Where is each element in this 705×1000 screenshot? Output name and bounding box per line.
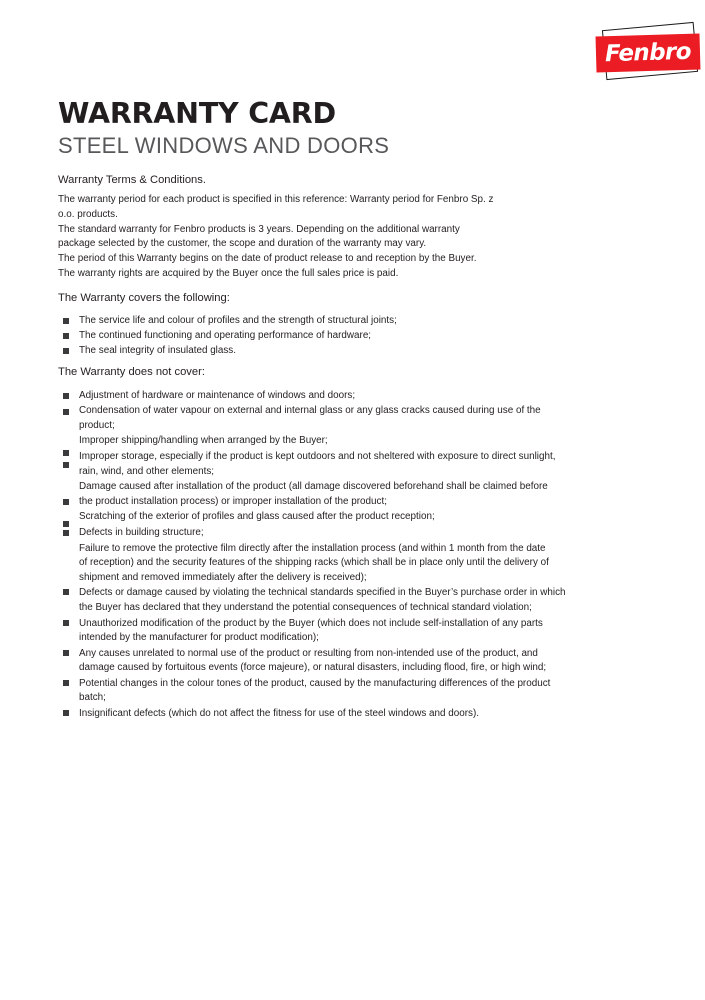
list-item-line: intended by the manufacturer for product modification); [79,632,319,644]
list-item [58,314,650,329]
list-item-text [79,510,650,525]
list-item-line: Potential changes in the colour tones of the product, caused by the manufacturing differences of the product [79,677,551,689]
list-item [58,344,650,359]
list-item-text [79,329,650,344]
list-item-text [79,480,650,509]
list-item-line: Scratching of the exterior of profiles and glass caused after the product reception; [79,511,435,523]
list-item-line: the Buyer has declared that they understand the potential consequences of technical standard violation; [79,601,532,613]
list-item [58,647,650,676]
intro-line: The standard warranty for Fenbro products is 3 years. Depending on the additional warranty [58,223,460,235]
list-item-line: Damage caused after installation of the product (all damage discovered beforehand shall be claimed before [79,481,548,493]
terms-lead-line: Warranty Terms & Conditions. [58,174,206,186]
list-item [58,677,650,706]
logo-wordmark: Fenbro [604,38,692,67]
list-item-line: product; [79,419,115,431]
square-bullet-icon [63,620,69,626]
list-item-text [79,707,650,722]
list-item-line: Insignificant defects (which do not affect the fitness for use of the steel windows and doors). [79,708,479,720]
square-bullet-icon [63,348,69,354]
excludes-heading: The Warranty does not cover: [58,366,205,379]
list-item-line: damage caused by fortuitous events (force majeure), or natural disasters, including flood, fire, or high wind; [79,662,547,674]
square-bullet-icon [63,318,69,324]
list-item-line: The continued functioning and operating performance of hardware; [79,329,372,341]
square-bullet-icon [63,462,69,468]
list-item-text [79,617,650,646]
list-item [58,617,650,646]
square-bullet-icon [63,409,69,415]
list-item-line: the product installation process) or improper installation of the product; [79,495,387,507]
list-item-text [79,404,650,433]
list-item-text [79,434,650,449]
intro-line: The warranty period for each product is specified in this reference: Warranty period for Fenbro Sp. z [58,194,494,206]
square-bullet-icon [63,589,69,595]
list-item [58,329,650,344]
list-item [58,586,650,615]
list-item [58,480,650,509]
list-item [58,526,650,541]
list-item [58,404,650,433]
square-bullet-icon [63,499,69,505]
list-item-text [79,542,650,586]
list-item-text [79,526,650,541]
list-item-line: Improper storage, especially if the product is kept outdoors and not sheltered with exposure to direct sunlight, [79,450,556,462]
list-item [58,389,650,404]
page-title: WARRANTY CARD [58,97,336,130]
square-bullet-icon [63,710,69,716]
list-item-line: batch; [79,692,106,704]
list-item-line: Condensation of water vapour on external and internal glass or any glass cracks caused during use of the [79,405,541,417]
list-item [58,450,650,479]
list-item-line: Defects or damage caused by violating the technical standards specified in the Buyer’s purchase order in which [79,587,566,599]
intro-line: package selected by the customer, the scope and duration of the warranty may vary. [58,238,427,250]
list-item [58,707,650,722]
square-bullet-icon [63,650,69,656]
list-item-line: of reception) and the security features of the shipping racks (which shall be in place only until the delivery of [79,557,549,569]
excludes-list [58,389,650,722]
list-item [58,542,650,586]
list-item-line: Any causes unrelated to normal use of the product or resulting from non-intended use of the product, and [79,647,538,659]
intro-paragraph [58,193,650,281]
list-item-line: Defects in building structure; [79,526,204,538]
list-item-line: shipment and removed immediately after the delivery is received); [79,571,367,583]
list-item-text [79,450,650,479]
list-item-line: Unauthorized modification of the product by the Buyer (which does not include self-installation of any parts [79,617,543,629]
page-subtitle: STEEL WINDOWS AND DOORS [58,133,390,158]
intro-line: The warranty rights are acquired by the Buyer once the full sales price is paid. [58,267,399,279]
list-item-text [79,647,650,676]
covers-heading: The Warranty covers the following: [58,292,230,305]
list-item-line: rain, wind, and other elements; [79,465,215,477]
list-item-text [79,677,650,706]
covers-list [58,314,650,359]
intro-line: The period of this Warranty begins on the date of product release to and reception by the Buyer. [58,253,477,265]
list-item-text [79,389,650,404]
intro-line: o.o. products. [58,208,118,220]
list-item-line: Improper shipping/handling when arranged by the Buyer; [79,435,328,447]
list-item [58,510,650,525]
list-item-text [79,314,650,329]
list-item-line: Failure to remove the protective film directly after the installation process (and within 1 month from the date [79,542,546,554]
list-item [58,434,650,449]
brand-logo [596,26,702,82]
list-item-line: Adjustment of hardware or maintenance of windows and doors; [79,389,356,401]
square-bullet-icon [63,530,69,536]
list-item-text [79,344,650,359]
list-item-line: The service life and colour of profiles and the strength of structural joints; [79,314,397,326]
document-body [58,175,650,723]
square-bullet-icon [63,680,69,686]
list-item-text [79,586,650,615]
list-item-line: The seal integrity of insulated glass. [79,344,236,356]
square-bullet-icon [63,333,69,339]
square-bullet-icon [63,393,69,399]
